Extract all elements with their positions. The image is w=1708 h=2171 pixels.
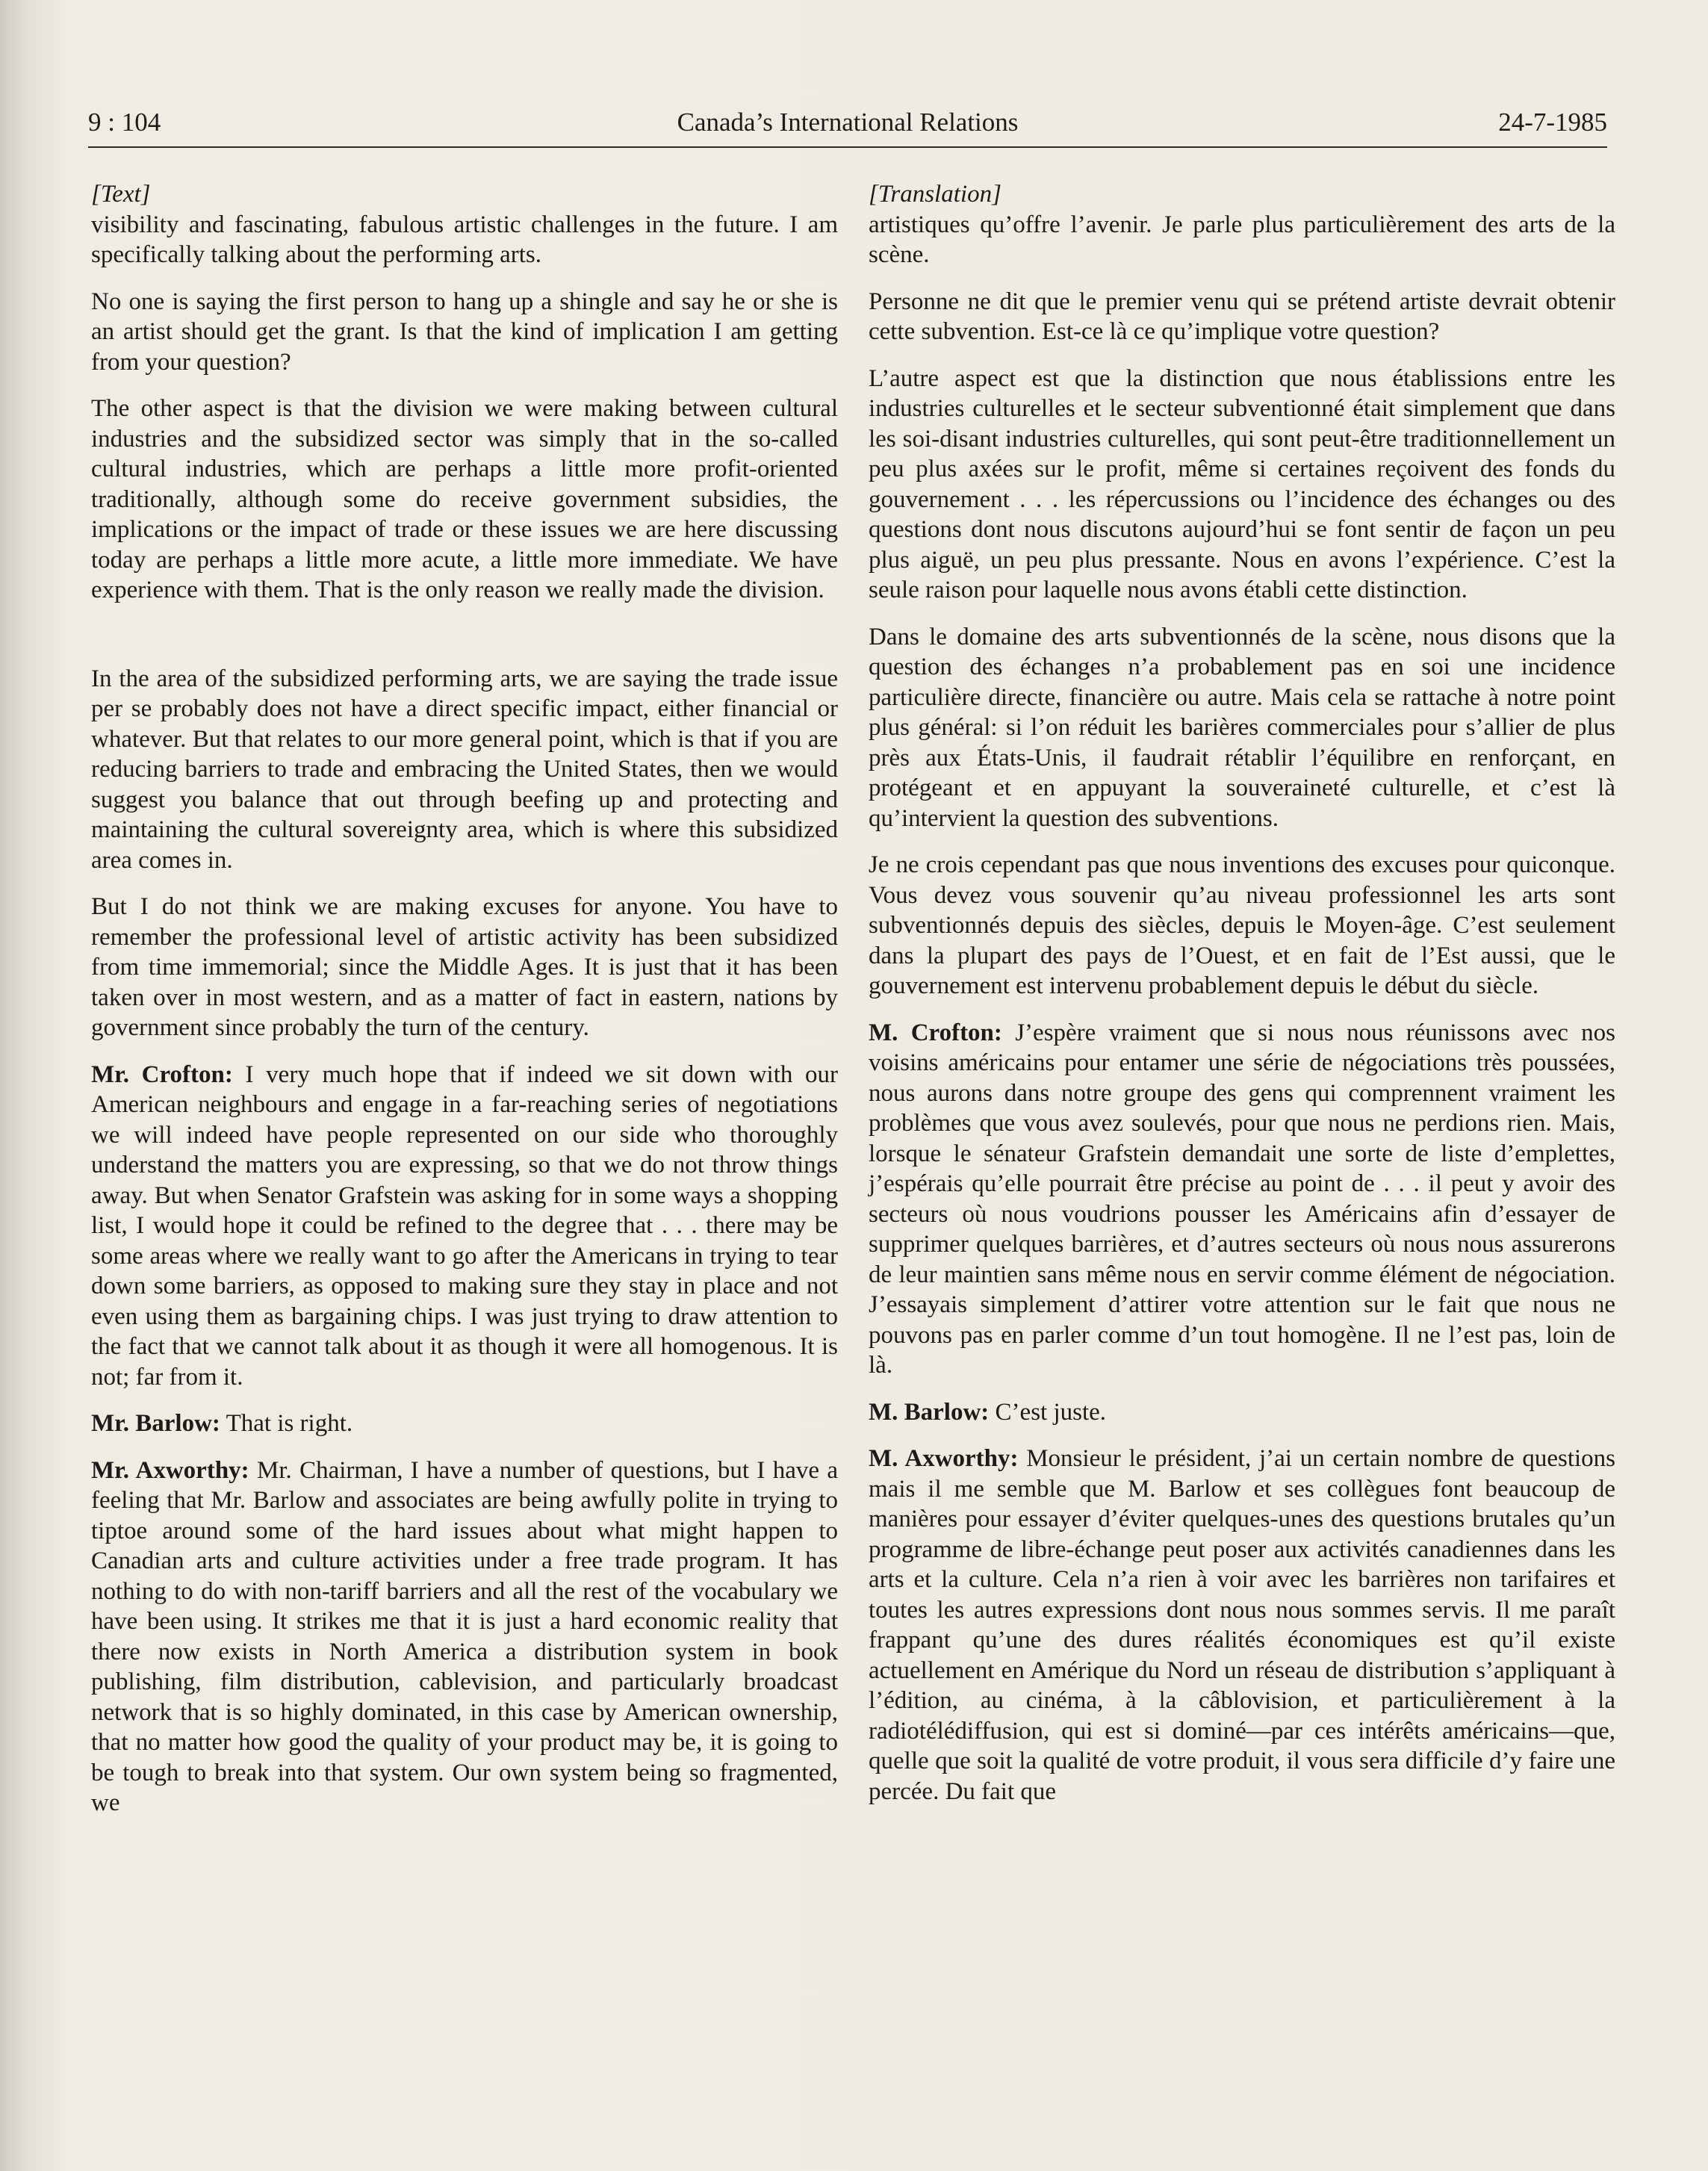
header-rule bbox=[88, 146, 1607, 148]
paragraph-text: Je ne crois cependant pas que nous inventions des excuses pour quiconque. Vous devez vous souvenir qu’au niveau professionnel les arts sont subventionnés depuis des siècles, depuis le Moyen-âge. C’est seulement dans la plupart des pays de l’Ouest, et en fait de l’Est aussi, que le gouvernement est intervenu probablement depuis le début du siècle. bbox=[869, 851, 1615, 999]
paragraph bbox=[869, 1018, 1615, 1381]
speaker-name: M. Crofton: bbox=[869, 1019, 1002, 1046]
french-column bbox=[869, 179, 1615, 1823]
speaker-name: Mr. Axworthy: bbox=[91, 1456, 249, 1484]
paragraph bbox=[91, 394, 838, 606]
speaker-name: M. Barlow: bbox=[869, 1398, 990, 1426]
paragraph bbox=[869, 622, 1615, 834]
paragraph bbox=[91, 892, 838, 1043]
paragraph-gap bbox=[91, 622, 838, 664]
paragraph-text: Mr. Chairman, I have a number of questions, but I have a feeling that Mr. Barlow and associates are being awfully polite in trying to tiptoe around some of the hard issues about what might happen to Canadian arts and culture activities under a free trade program. It has nothing to do with non-tariff barriers and all the rest of the vocabulary we have been using. It strikes me that it is just a hard economic reality that there now exists in North America a distribution system in book publishing, film distribution, cablevision, and particularly broadcast network that is so highly dominated, in this case by American ownership, that no matter how good the quality of your product may be, it is going to be tough to break into that system. Our own system being so fragmented, we bbox=[91, 1456, 838, 1816]
paragraph-text: I very much hope that if indeed we sit down with our American neighbours and engage in a far-reaching series of negotiations we will indeed have people represented on our side who thoroughly understand the matters you are expressing, so that we do not throw things away. But when Senator Grafstein was asking for in some ways a shopping list, I would hope it could be refined to the degree that . . . there may be some areas where we really want to go after the Americans in trying to tear down some barriers, as opposed to making sure they stay in place and not even using them as bargaining chips. I was just trying to draw attention to the fact that we cannot talk about it as though it were all homogenous. It is not; far from it. bbox=[91, 1060, 839, 1391]
paragraph-text: Dans le domaine des arts subventionnés de la scène, nous disons que la question des échanges n’a probablement pas en soi une incidence particulière directe, financière ou autre. Mais cela se rattache à notre point plus général: si l’on réduit les barières commerciales pour s’allier de plus près aux États-Unis, il faudrait rétablir l’équilibre en renforçant, en protégeant et en appuyant la souveraineté culturelle, et c’est là qu’intervient la question des subventions. bbox=[869, 623, 1615, 832]
speaker-name: M. Axworthy: bbox=[869, 1445, 1019, 1472]
paragraph bbox=[91, 210, 838, 270]
publication-title: Canada’s International Relations bbox=[677, 108, 1019, 137]
paragraph-text: The other aspect is that the division we were making between cultural industries and the subsidized sector was simply that in the so-called cultural industries, which are perhaps a little more profit-oriented traditionally, although some do receive government subsidies, the implications or the impact of trade or these issues we are here discussing today are perhaps a little more acute, a little more immediate. We have experience with them. That is the only reason we really made the division. bbox=[91, 395, 838, 603]
page-header bbox=[88, 105, 1607, 146]
paragraph bbox=[91, 1060, 838, 1393]
paragraph bbox=[91, 1408, 838, 1439]
paragraph-text: No one is saying the first person to hang up a shingle and say he or she is an artist should get the grant. Is that the kind of implication I am getting from your question? bbox=[91, 288, 838, 376]
paragraph-text: L’autre aspect est que la distinction que nous établissions entre les industries culturelles et le secteur subventionné était simplement que dans les soi-disant industries culturelles, qui sont peut-être traditionnellement un peu plus axées sur le profit, même si certaines reçoivent des fonds du gouvernement . . . les répercussions ou l’incidence des échanges ou des questions dont nous discutons aujourd’hui se font sentir de façon un peu plus aiguë, un peu plus pressante. Nous en avons l’expérience. C’est la seule raison pour laquelle nous avons établi cette distinction. bbox=[869, 364, 1615, 603]
paragraph-text: artistiques qu’offre l’avenir. Je parle plus particulièrement des arts de la scène. bbox=[869, 211, 1615, 268]
paragraph-text: But I do not think we are making excuses for anyone. You have to remember the professional level of artistic activity has been subsidized from time immemorial; since the Middle Ages. It is just that it has been taken over in most western, and as a matter of fact in eastern, nations by government since probably the turn of the century. bbox=[91, 893, 838, 1041]
speaker-name: Mr. Barlow: bbox=[91, 1410, 220, 1437]
column-label: [Translation] bbox=[869, 181, 1001, 208]
paragraph bbox=[869, 364, 1615, 606]
paragraph bbox=[869, 1444, 1615, 1807]
paragraph bbox=[869, 287, 1615, 347]
paragraph bbox=[869, 1397, 1615, 1428]
paragraph-text: J’espère vraiment que si nous nous réunissons avec nos voisins américains pour entamer une série de négociations très poussées, nous aurons dans notre groupe des gens qui comprennent vraiment les problèmes que vous avez soulevés, pour que nous ne perdions rien. Mais, lorsque le sénateur Grafstein demandait une sorte de liste d’emplettes, j’espérais qu’elle pourrait être précise au point de . . . il peut y avoir des secteurs où nous voudrions pousser les Américains afin d’essayer de supprimer quelques barrières, et d’autres secteurs où nous nous assurerons de leur maintien sans même nous en servir comme élément de négociation. J’essayais simplement d’attirer votre attention sur le fait que nous ne pouvons pas en parler comme d’un tout homogène. Il ne l’est pas, loin de là. bbox=[869, 1019, 1615, 1379]
english-column bbox=[91, 179, 838, 1835]
paragraph-text: Monsieur le président, j’ai un certain nombre de questions mais il me semble que M. Barlow et ses collègues font beaucoup de manières pour essayer d’éviter quelques-unes des questions brutales qu’un programme de libre-échange peut poser aux activités canadiennes dans les arts et la culture. Cela n’a rien à voir avec les barrières non tarifaires et toutes les autres expressions dont nous nous sommes servis. Il me paraît frappant qu’une des dures réalités économiques est qu’il existe actuellement en Amérique du Nord un réseau de distribution s’appliquant à l’édition, au cinéma, à la câblovision, et particulièrement à la radiotélédiffusion, qui est si dominé—par ces intérêts américains—que, quelle que soit la qualité de votre produit, il vous sera difficile d’y faire une percée. Du fait que bbox=[869, 1445, 1616, 1805]
paragraph-text: In the area of the subsidized performing arts, we are saying the trade issue per se probably does not have a direct specific impact, either financial or whatever. But that relates to our more general point, which is that if you are reducing barriers to trade and embracing the United States, then we would suggest you balance that out through beefing up and protecting and maintaining the cultural sovereignty area, which is where this subsidized area comes in. bbox=[91, 665, 838, 874]
paragraph bbox=[91, 1456, 838, 1819]
paragraph bbox=[91, 664, 838, 876]
paragraph-text: C’est juste. bbox=[995, 1398, 1107, 1426]
page-number: 9 : 104 bbox=[88, 108, 161, 137]
speaker-name: Mr. Crofton: bbox=[91, 1060, 233, 1088]
paragraph bbox=[869, 210, 1615, 270]
paragraph bbox=[91, 287, 838, 378]
paragraph bbox=[869, 850, 1615, 1001]
paragraph-text: Personne ne dit que le premier venu qui se prétend artiste devrait obtenir cette subvention. Est-ce là ce qu’implique votre question? bbox=[869, 288, 1615, 345]
publication-date: 24-7-1985 bbox=[1498, 108, 1607, 137]
paragraph-text: visibility and fascinating, fabulous artistic challenges in the future. I am specifically talking about the performing arts. bbox=[91, 211, 838, 268]
paragraph-text: That is right. bbox=[226, 1410, 353, 1437]
column-label: [Text] bbox=[91, 181, 151, 208]
